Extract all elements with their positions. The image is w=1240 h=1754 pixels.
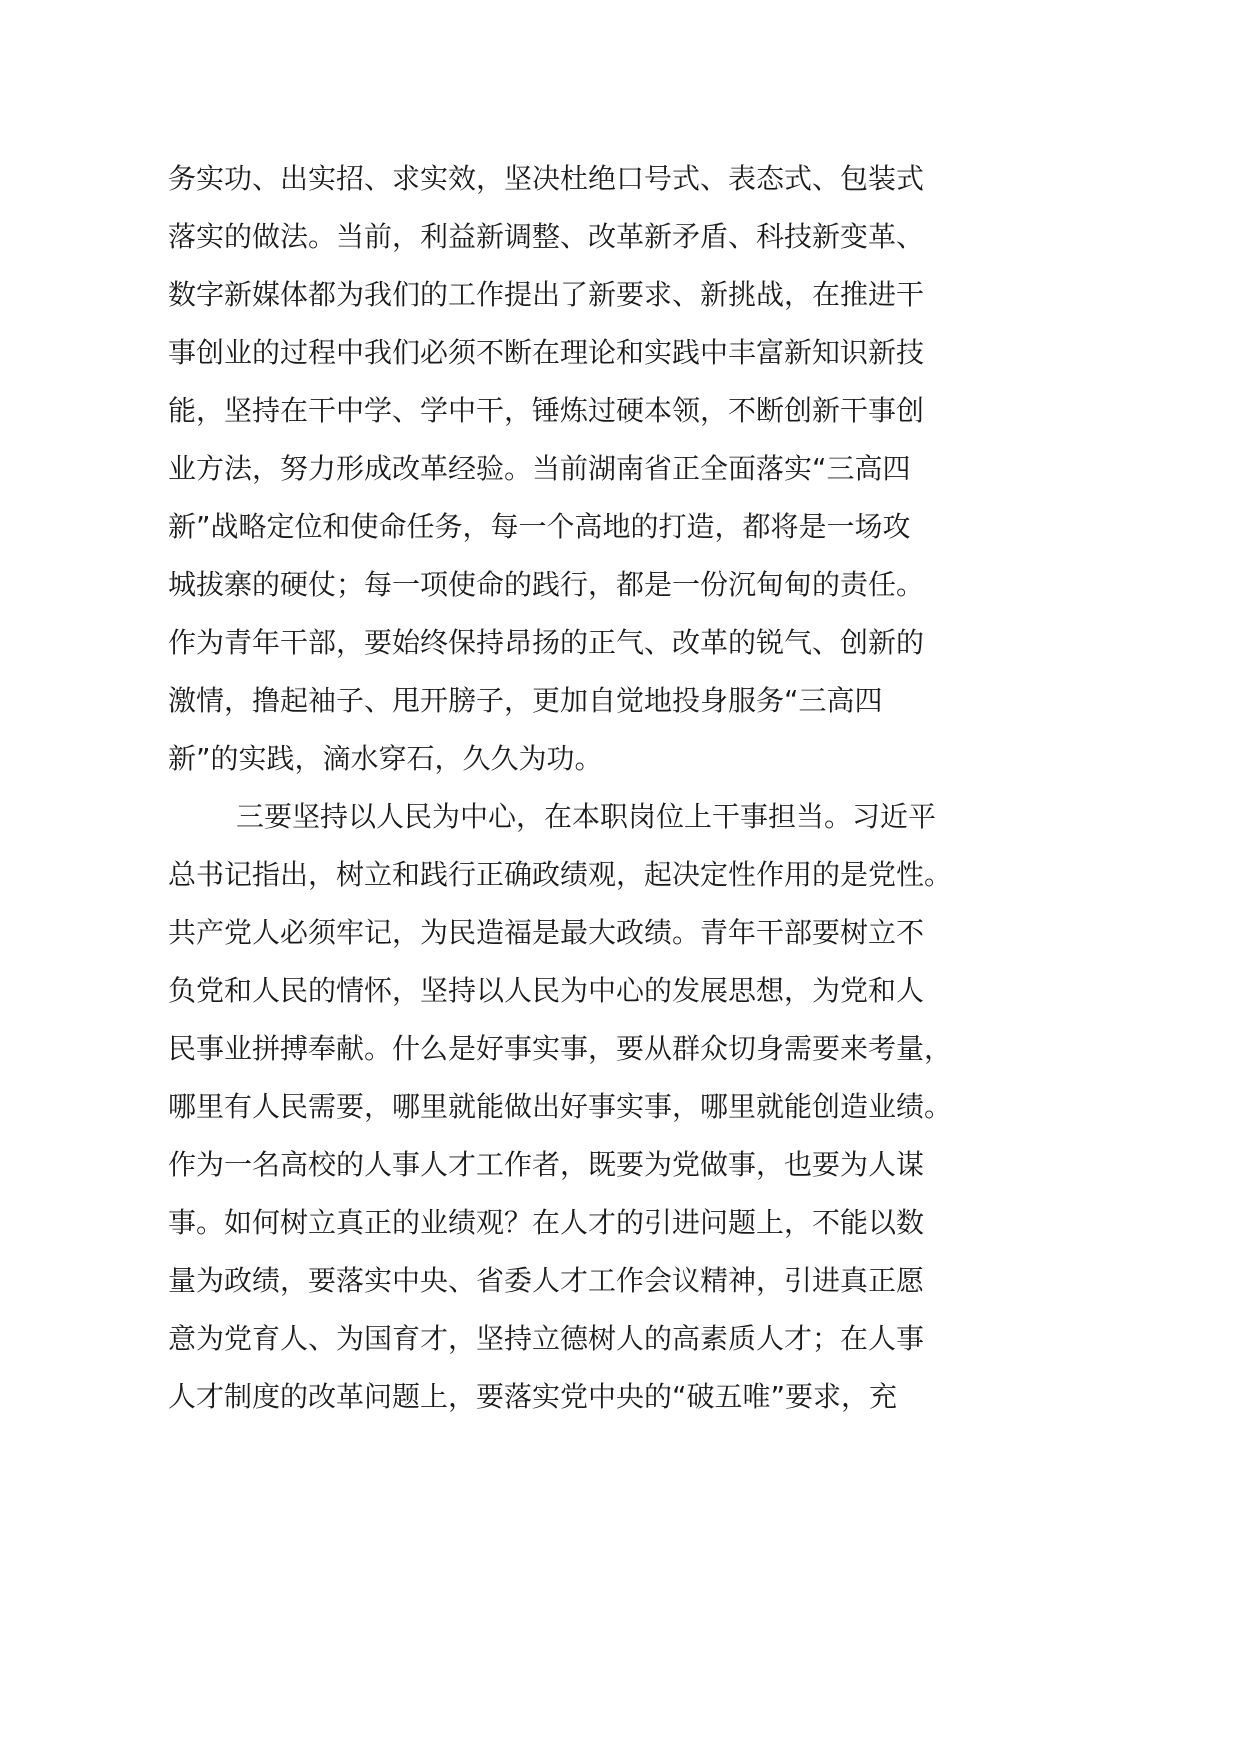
text-line: 事创业的过程中我们必须不断在理论和实践中丰富新知识新技 [168,336,925,369]
text-line: 新”战略定位和使命任务，每一个高地的打造，都将是一场攻 [168,510,911,543]
text-line: 共产党人必须牢记，为民造福是最大政绩。青年干部要树立不 [168,916,925,949]
text-line: 量为政绩，要落实中央、省委人才工作会议精神，引进真正愿 [168,1264,925,1297]
text-line: 落实的做法。当前，利益新调整、改革新矛盾、科技新变革、 [168,220,925,253]
paragraph-start-line: 三要坚持以人民为中心，在本职岗位上干事担当。习近平 [236,800,937,833]
text-line: 业方法，努力形成改革经验。当前湖南省正全面落实“三高四 [168,452,911,485]
text-line: 数字新媒体都为我们的工作提出了新要求、新挑战，在推进干 [168,278,925,311]
body-text [168,150,968,1426]
text-line: 哪里有人民需要，哪里就能做出好事实事，哪里就能创造业绩。 [168,1090,953,1123]
text-line: 负党和人民的情怀，坚持以人民为中心的发展思想，为党和人 [168,974,925,1007]
text-line: 作为青年干部，要始终保持昂扬的正气、改革的锐气、创新的 [168,626,925,659]
text-line: 人才制度的改革问题上，要落实党中央的“破五唯”要求，充 [168,1380,898,1413]
text-line: 能，坚持在干中学、学中干，锤炼过硬本领，不断创新干事创 [168,394,925,427]
text-line: 作为一名高校的人事人才工作者，既要为党做事，也要为人谋 [168,1148,925,1181]
text-line: 城拔寨的硬仗；每一项使命的践行，都是一份沉甸甸的责任。 [168,568,925,601]
text-line: 民事业拼搏奉献。什么是好事实事，要从群众切身需要来考量， [168,1032,953,1065]
text-line: 激情，撸起袖子、甩开膀子，更加自觉地投身服务“三高四 [168,684,883,717]
text-line: 意为党育人、为国育才，坚持立德树人的高素质人才；在人事 [168,1322,925,1355]
text-line: 事。如何树立真正的业绩观？在人才的引进问题上，不能以数 [168,1206,925,1239]
text-line: 新”的实践，滴水穿石，久久为功。 [168,742,603,775]
text-line: 务实功、出实招、求实效，坚决杜绝口号式、表态式、包装式 [168,162,925,195]
text-line: 总书记指出，树立和践行正确政绩观，起决定性作用的是党性。 [168,858,953,891]
